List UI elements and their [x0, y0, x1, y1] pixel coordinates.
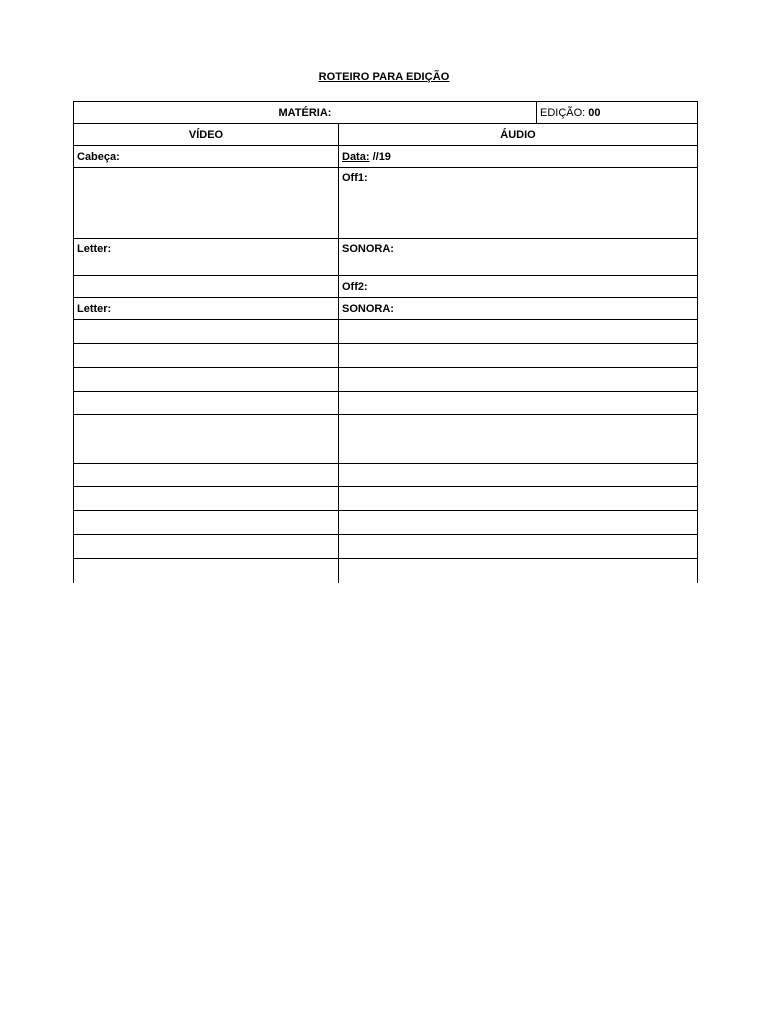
column-header-row — [74, 124, 698, 146]
audio-cell[interactable] — [339, 535, 698, 559]
video-column-header: VÍDEO — [74, 124, 339, 146]
table-row — [74, 487, 698, 511]
video-cell[interactable] — [74, 392, 339, 415]
video-cell[interactable] — [74, 511, 339, 535]
video-cell[interactable] — [74, 487, 339, 511]
video-cell[interactable] — [74, 168, 339, 239]
table-row — [74, 464, 698, 487]
audio-cell[interactable] — [339, 559, 698, 583]
audio-cell[interactable] — [339, 511, 698, 535]
off1-cell[interactable]: Off1: — [339, 168, 698, 239]
audio-cell[interactable] — [339, 392, 698, 415]
video-cell[interactable] — [74, 535, 339, 559]
table-row — [74, 344, 698, 368]
materia-label: MATÉRIA: — [278, 106, 332, 119]
materia-cell[interactable] — [74, 102, 537, 124]
audio-cell[interactable] — [339, 464, 698, 487]
data-cell[interactable] — [339, 146, 698, 168]
table-row — [74, 276, 698, 298]
audio-cell[interactable] — [339, 415, 698, 464]
script-table — [73, 101, 698, 583]
audio-cell[interactable] — [339, 344, 698, 368]
table-row — [74, 298, 698, 320]
document-title: ROTEIRO PARA EDIÇÃO — [318, 71, 450, 83]
video-cell[interactable] — [74, 276, 339, 298]
video-cell[interactable] — [74, 320, 339, 344]
video-cell[interactable] — [74, 415, 339, 464]
off2-cell[interactable]: Off2: — [339, 276, 698, 298]
table-row — [74, 320, 698, 344]
audio-cell[interactable] — [339, 368, 698, 392]
audio-column-header: ÁUDIO — [339, 124, 698, 146]
table-row — [74, 368, 698, 392]
table-row — [74, 392, 698, 415]
edicao-cell[interactable] — [537, 102, 698, 124]
video-cell[interactable] — [74, 344, 339, 368]
data-label: Data: — [342, 150, 370, 163]
video-cell[interactable] — [74, 368, 339, 392]
audio-cell[interactable] — [339, 320, 698, 344]
sonora1-cell[interactable]: SONORA: — [339, 239, 698, 276]
edicao-value: 00 — [588, 106, 601, 119]
table-row — [74, 559, 698, 583]
cabeca-cell[interactable]: Cabeça: — [74, 146, 339, 168]
table-row — [74, 415, 698, 464]
data-value: //19 — [372, 150, 391, 163]
video-cell[interactable] — [74, 464, 339, 487]
table-row — [74, 239, 698, 276]
letter2-cell[interactable]: Letter: — [74, 298, 339, 320]
audio-cell[interactable] — [339, 487, 698, 511]
table-row — [74, 535, 698, 559]
table-row — [74, 146, 698, 168]
table-row — [74, 168, 698, 239]
video-cell[interactable] — [74, 559, 339, 583]
header-row — [74, 102, 698, 124]
table-row — [74, 511, 698, 535]
sonora2-cell[interactable]: SONORA: — [339, 298, 698, 320]
letter1-cell[interactable]: Letter: — [74, 239, 339, 276]
edicao-label: EDIÇÃO: — [540, 106, 586, 119]
